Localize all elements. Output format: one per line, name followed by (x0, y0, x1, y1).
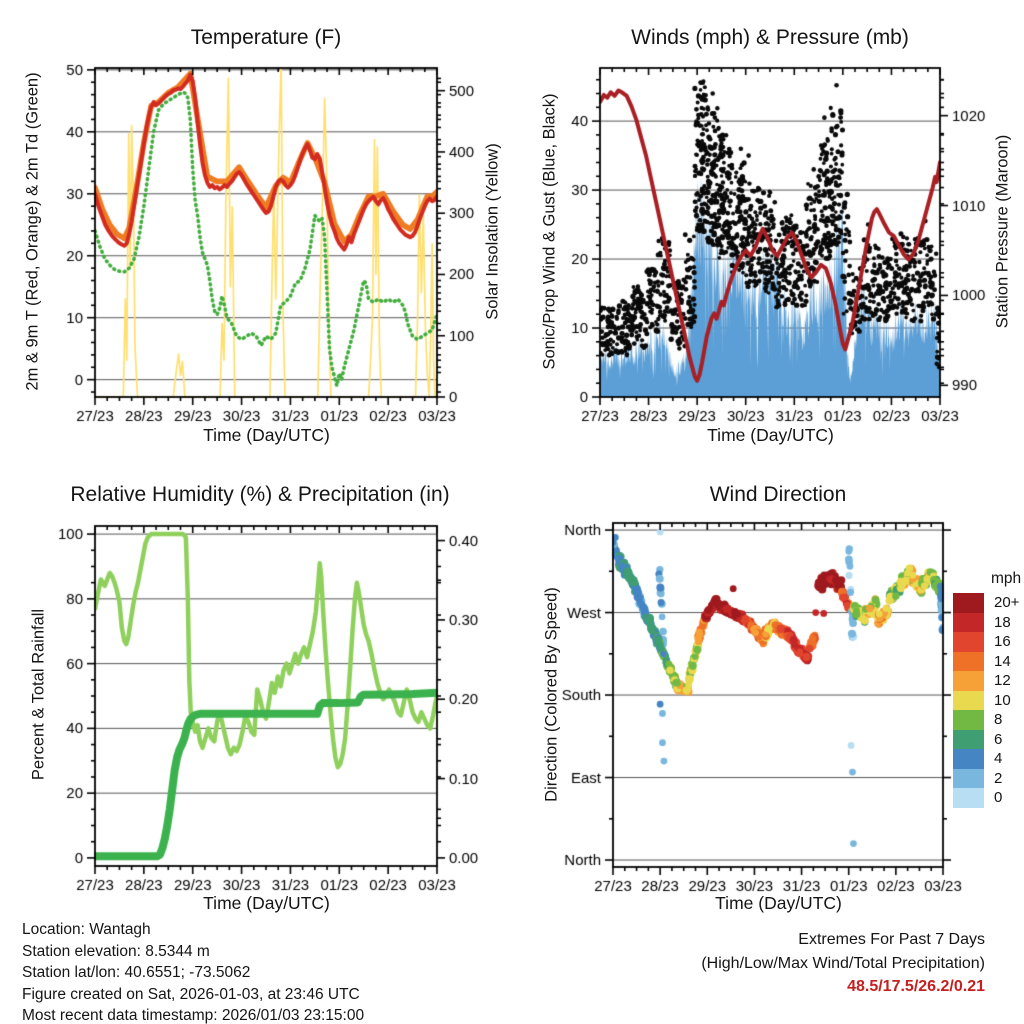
extremes-block (555, 928, 985, 999)
legend-row (953, 652, 1019, 672)
most-recent-data-timestamp: Most recent data timestamp: 2026/01/03 23:15:00 (22, 1007, 365, 1024)
legend-row (953, 691, 1019, 711)
legend-label: 16 (994, 633, 1011, 650)
legend-row (953, 788, 1019, 808)
extremes-title: Extremes For Past 7 Days (798, 931, 985, 948)
legend-swatch (953, 632, 984, 652)
legend-row (953, 593, 1019, 613)
legend-swatch (953, 671, 984, 691)
legend-row (953, 730, 1019, 750)
legend-label: 2 (994, 769, 1003, 787)
speed-legend (953, 593, 1019, 808)
temperature-panel-title: Temperature (F) (190, 26, 342, 49)
station-info-block (22, 919, 364, 1024)
legend-label: 10 (994, 691, 1011, 709)
winds-pressure-panel-title: Winds (mph) & Pressure (mb) (631, 26, 909, 49)
legend-label: 6 (994, 730, 1003, 748)
legend-label: 20+ (994, 594, 1020, 611)
temperature-xlabel: Time (Day/UTC) (203, 425, 330, 445)
station-elevation: Station elevation: 8.5344 m (22, 942, 210, 960)
extremes-values: 48.5/17.5/26.2/0.21 (847, 978, 985, 995)
speed-legend-title: mph (991, 570, 1022, 587)
legend-row (953, 632, 1019, 652)
legend-row (953, 613, 1019, 633)
legend-label: 14 (994, 652, 1011, 670)
extremes-subtitle: (High/Low/Max Wind/Total Precipitation) (701, 954, 985, 972)
legend-swatch (953, 652, 984, 672)
humidity-precip-panel-title: Relative Humidity (%) & Precipitation (in) (70, 483, 450, 506)
legend-label: 8 (994, 711, 1003, 728)
legend-swatch (953, 691, 984, 711)
temperature-ylabel-left: 2m & 9m T (Red, Orange) & 2m Td (Green) (23, 72, 42, 391)
station-location: Location: Wantagh (22, 921, 151, 938)
legend-swatch (953, 749, 984, 769)
direction-xlabel: Time (Day/UTC) (715, 893, 842, 913)
legend-row (953, 710, 1019, 730)
wind-direction-panel-title: Wind Direction (709, 483, 847, 506)
legend-row (953, 769, 1019, 789)
legend-row (953, 671, 1019, 691)
winds-xlabel: Time (Day/UTC) (707, 425, 834, 445)
legend-swatch (953, 788, 984, 808)
legend-label: 0 (994, 789, 1003, 806)
legend-swatch (953, 769, 984, 789)
legend-label: 18 (994, 613, 1011, 631)
temperature-ylabel-right: Solar Insolation (Yellow) (483, 143, 502, 320)
direction-ylabel-left: Direction (Colored By Speed) (542, 587, 561, 802)
humidity-ylabel-left: Percent & Total Rainfall (29, 608, 48, 781)
legend-label: 12 (994, 672, 1011, 689)
legend-swatch (953, 730, 984, 750)
legend-label: 4 (994, 750, 1003, 767)
legend-row (953, 749, 1019, 769)
station-latlon: Station lat/lon: 40.6551; -73.5062 (22, 964, 251, 982)
legend-swatch (953, 613, 984, 633)
legend-swatch (953, 593, 984, 613)
pressure-ylabel-right: Station Pressure (Maroon) (993, 134, 1012, 329)
figure-created-timestamp: Figure created on Sat, 2026-01-03, at 23:46 UTC (22, 985, 360, 1003)
legend-swatch (953, 710, 984, 730)
winds-ylabel-left: Sonic/Prop Wind & Gust (Blue, Black) (540, 93, 559, 370)
humidity-xlabel: Time (Day/UTC) (203, 893, 330, 913)
